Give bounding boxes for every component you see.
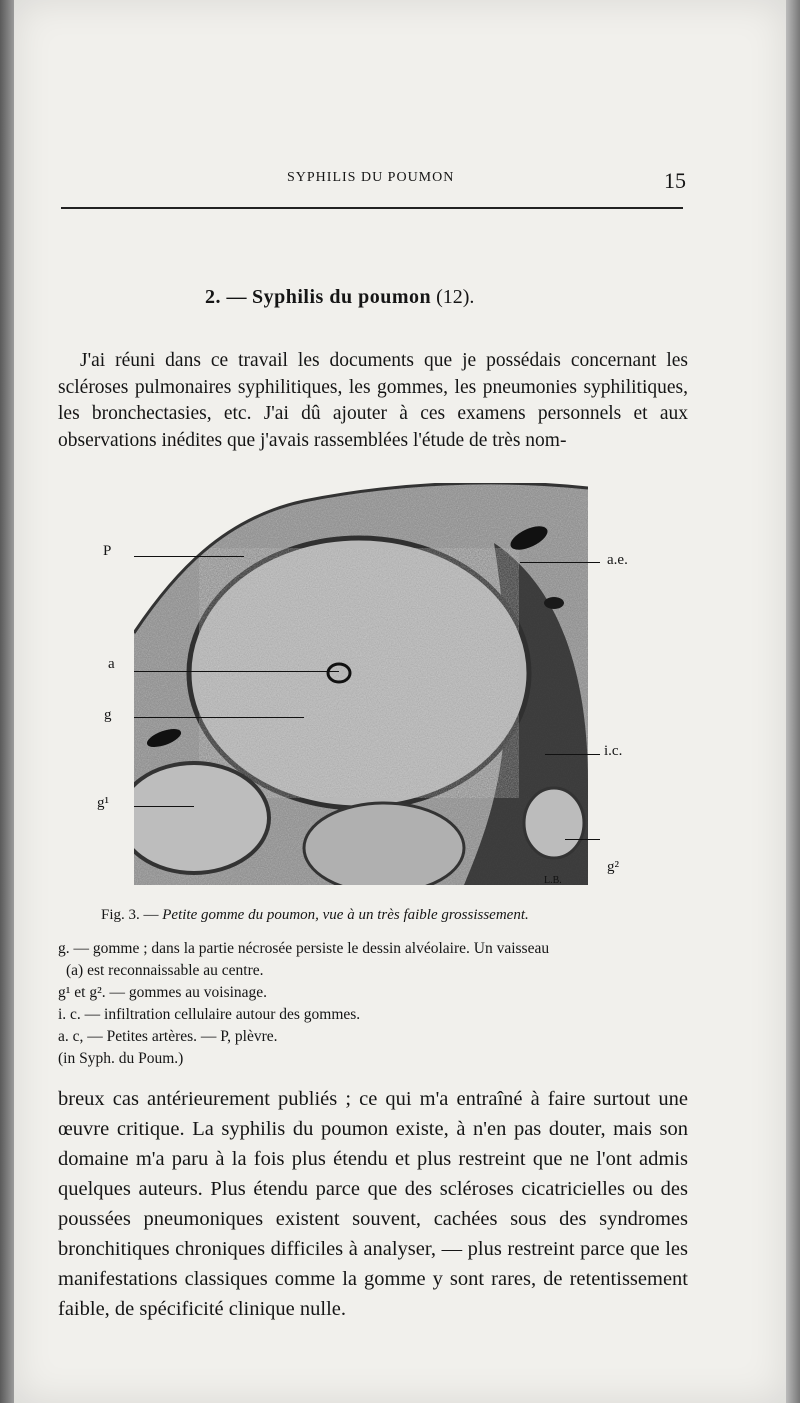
label-ae: a.e.: [607, 552, 628, 568]
leader-ic: [545, 754, 600, 755]
header-rule: [61, 207, 683, 209]
paragraph-intro: J'ai réuni dans ce travail les documents que je possédais concernant les scléroses pulmonaires syphilitiques, les gommes, les pneumonies syphilitiques, les bronchectasies, etc. J'ai dû ajouter à ces examens personnels et aux observations inédites que j'avais rassemblées l'étude de très nom-: [58, 350, 688, 451]
section-title-text: Syphilis du poumon: [252, 286, 432, 308]
label-g2: g²: [607, 859, 619, 875]
legend-line: i. c. — infiltration cellulaire autour des gommes.: [58, 1006, 361, 1023]
leader-g: [134, 717, 304, 718]
section-number: 2. —: [205, 286, 247, 308]
leader-ae: [520, 562, 600, 563]
leader-p: [134, 556, 244, 557]
label-ic: i.c.: [604, 743, 623, 759]
legend-line: (a) est reconnaissable au centre.: [66, 962, 264, 979]
engraver-signature: L.B.: [544, 875, 562, 885]
running-head: SYPHILIS DU POUMON: [287, 170, 455, 185]
paragraph-continuation: breux cas antérieurement publiés ; ce qui m'a entraîné à faire surtout une œuvre critique. La syphilis du poumon existe, à n'en pas douter, mais son domaine m'a paru à la fois plus étendu et plus restreint que ne l'ont admis quelques auteurs. Plus étendu parce que des scléroses cicatricielles ou des poussées pneumoniques existent souvent, cachées sous des syndromes bronchitiques chroniques difficiles à analyser, — plus restreint parce que les manifestations classiques comme la gomme y sont rares, de retentissement faible, de spécificité clinique nulle.: [58, 1088, 688, 1320]
leader-a: [134, 671, 339, 672]
legend-line: g. — gomme ; dans la partie nécrosée persiste le dessin alvéolaire. Un vaisseau: [58, 940, 550, 957]
figure-caption: [101, 907, 529, 924]
legend-line: (in Syph. du Poum.): [58, 1050, 184, 1067]
figure-legend: [58, 938, 698, 1070]
section-heading: [205, 286, 474, 309]
legend-line: g¹ et g². — gommes au voisinage.: [58, 984, 268, 1001]
legend-line: a. c, — Petites artères. — P, plèvre.: [58, 1028, 278, 1045]
page-number: 15: [664, 168, 686, 193]
leader-g1: [134, 806, 194, 807]
label-g: g: [104, 707, 112, 723]
figure-number: Fig. 3. —: [101, 907, 159, 923]
page-edge-left: [0, 0, 14, 1403]
label-a: a: [108, 656, 115, 672]
leader-g2: [565, 839, 600, 840]
lung-gumma-illustration: [134, 483, 588, 885]
page-edge-right: [786, 0, 800, 1403]
figure-title: Petite gomme du poumon, vue à un très faible grossissement.: [162, 907, 529, 923]
section-reference: (12).: [436, 286, 475, 308]
label-p: P: [103, 543, 112, 559]
label-g1: g¹: [97, 795, 109, 811]
